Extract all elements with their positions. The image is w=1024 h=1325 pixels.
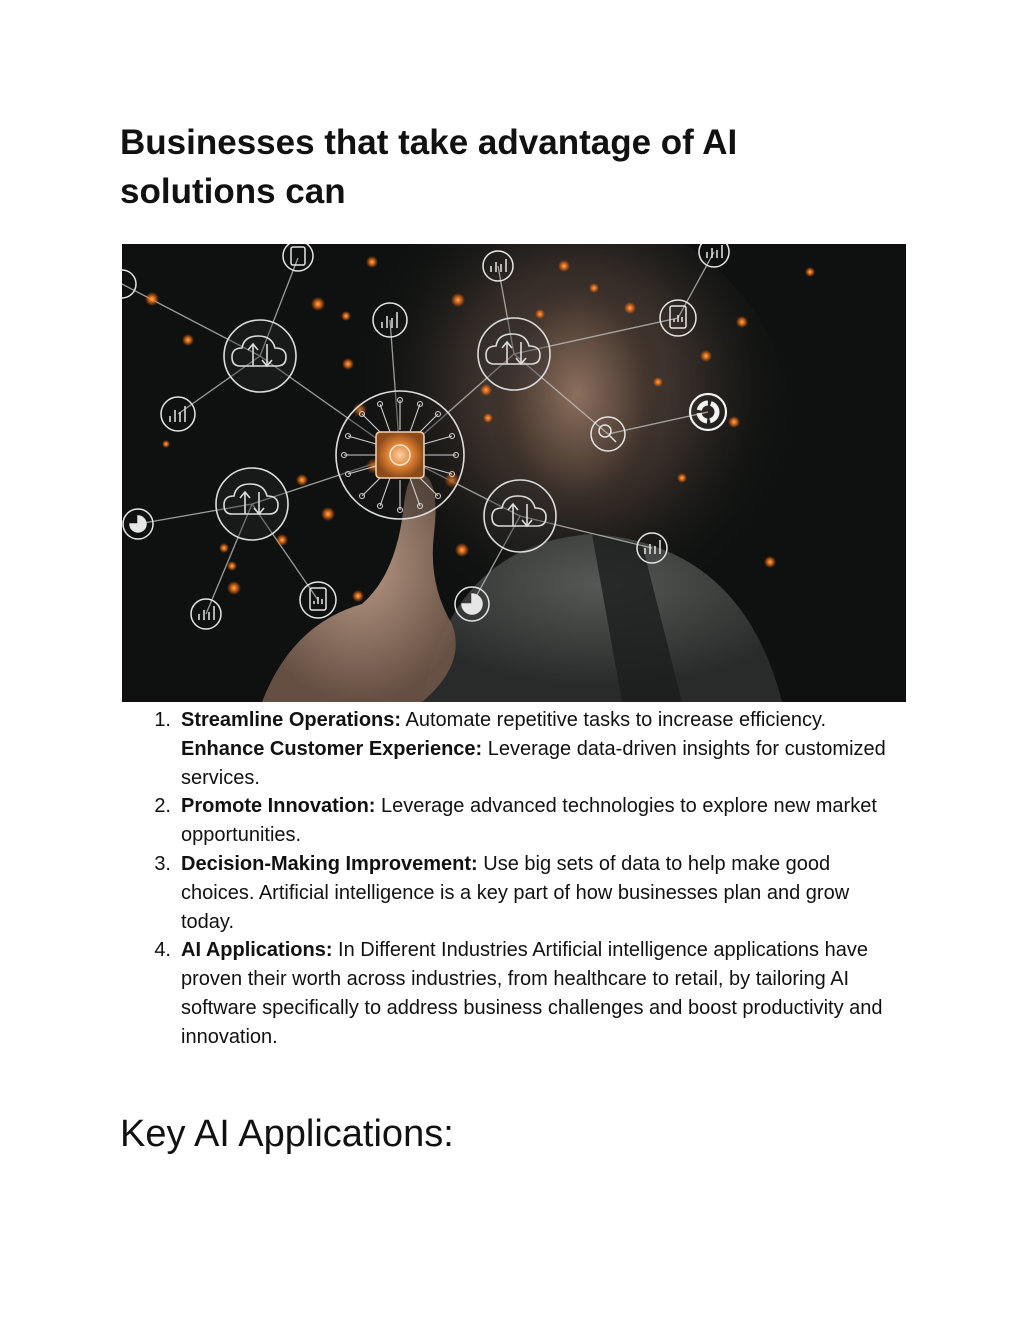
list-item-text: Automate repetitive tasks to increase efficiency.: [401, 709, 827, 731]
list-item: [135, 936, 905, 1051]
list-item-number: 4.: [154, 939, 171, 962]
list-item: [135, 850, 905, 936]
list-item-text-secondary: Leverage data-driven insights for customized services.: [181, 737, 886, 789]
list-item-title: Streamline Operations:: [181, 709, 402, 731]
benefits-list: [135, 706, 905, 1052]
list-item-title: Decision-Making Improvement:: [181, 852, 478, 875]
list-item-title: Promote Innovation:: [181, 795, 376, 818]
list-item-title: AI Applications:: [181, 939, 333, 962]
list-item-number: 1.: [154, 709, 171, 731]
section-subheading: Key AI Applications:: [120, 1113, 454, 1155]
list-item-number: 2.: [154, 795, 171, 818]
list-item-text: Leverage advanced technologies to explore new market opportunities.: [181, 795, 877, 847]
list-item-number: 3.: [154, 852, 171, 875]
list-item: [135, 792, 905, 850]
list-item-text: In Different Industries Artificial intelligence applications have proven their worth across industries, from healthcare to retail, by tailoring AI software specifically to address business challenges and boost productivity and innovation.: [181, 939, 883, 1048]
page-heading: Businesses that take advantage of AI solutions can: [120, 123, 738, 211]
list-item: [135, 706, 905, 792]
ai-network-hero-image: [122, 244, 906, 702]
list-item-text: Use big sets of data to help make good choices. Artificial intelligence is a key part of how businesses plan and grow today.: [181, 852, 850, 933]
list-item-title-secondary: Enhance Customer Experience:: [181, 737, 483, 760]
